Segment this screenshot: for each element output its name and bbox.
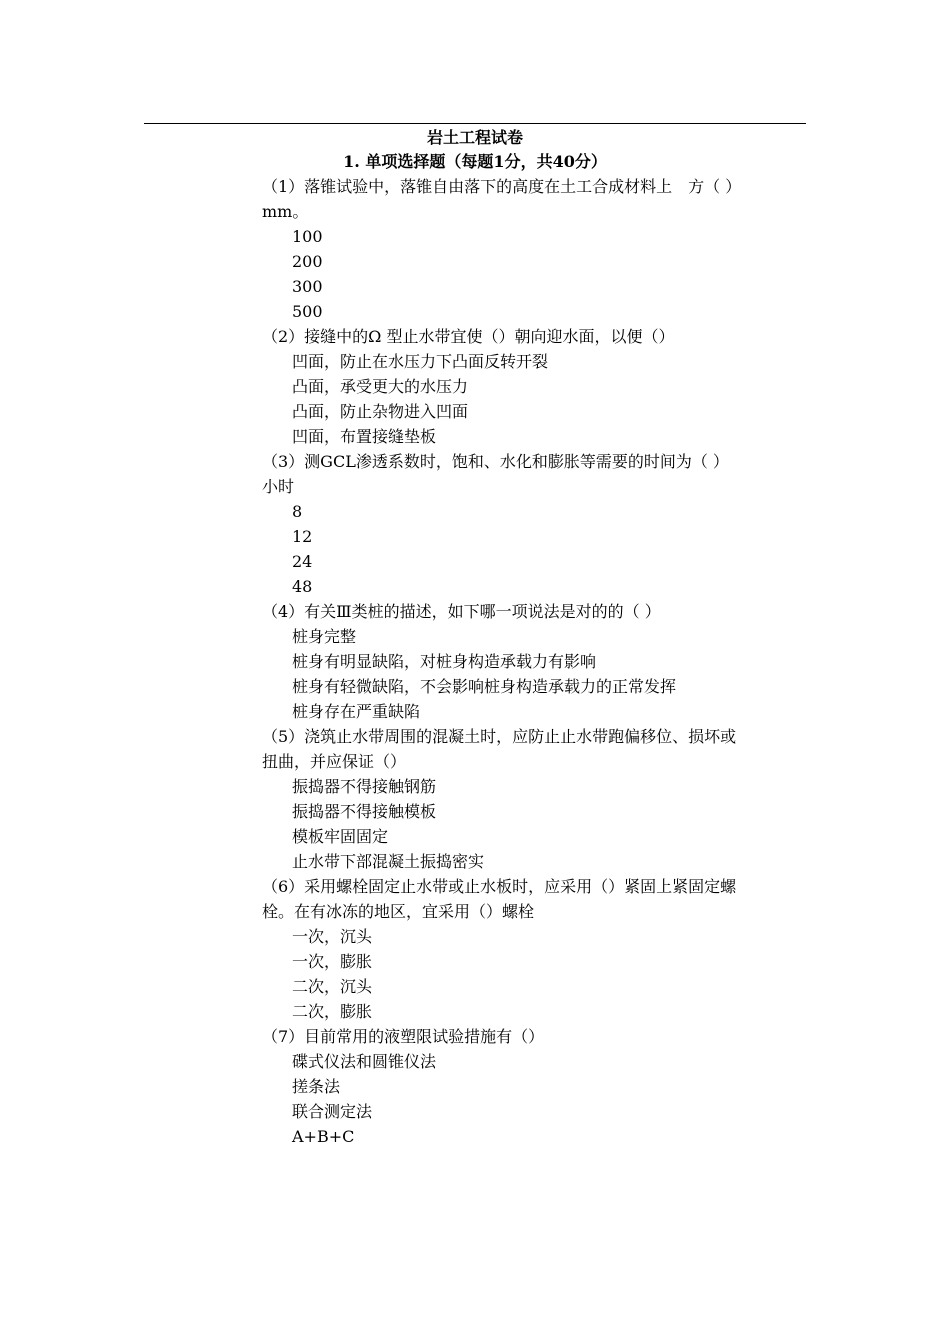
- option-b: 一次，膨胀: [292, 952, 373, 971]
- option-d: 500: [292, 302, 323, 321]
- option-d: 止水带下部混凝土振捣密实: [292, 852, 485, 871]
- question-list: [262, 174, 738, 1149]
- option-a: 100: [292, 227, 323, 246]
- option-a: 凹面，防止在水压力下凸面反转开裂: [292, 352, 549, 371]
- option-c: 桩身有轻微缺陷，不会影响桩身构造承载力的正常发挥: [292, 677, 677, 696]
- question-5: [262, 724, 738, 874]
- question-stem: （1）落锥试验中，落锥自由落下的高度在土工合成材料上 方（ ）mm。: [262, 177, 734, 221]
- question-stem: （7）目前常用的液塑限试验措施有（）: [262, 1027, 545, 1046]
- option-c: 模板牢固固定: [292, 827, 389, 846]
- option-b: 振捣器不得接触模板: [292, 802, 437, 821]
- option-a: 8: [292, 502, 303, 521]
- option-b: 200: [292, 252, 323, 271]
- question-stem: （5）浇筑止水带周围的混凝土时，应防止止水带跑偏移位、损坏或扭曲，并应保证（）: [262, 727, 737, 771]
- option-b: 凸面，承受更大的水压力: [292, 377, 469, 396]
- option-c: 300: [292, 277, 323, 296]
- section-heading: 1. 单项选择题（每题1分，共40分）: [343, 152, 607, 171]
- option-b: 搓条法: [292, 1077, 341, 1096]
- option-d: A+B+C: [292, 1127, 355, 1146]
- question-3: [262, 449, 738, 599]
- question-stem: （6）采用螺栓固定止水带或止水板时，应采用（）紧固上紧固定螺栓。在有冰冻的地区，宜采用（）螺栓: [262, 877, 737, 921]
- top-rule: [144, 123, 806, 124]
- question-4: [262, 599, 738, 724]
- option-a: 振捣器不得接触钢筋: [292, 777, 437, 796]
- option-c: 24: [292, 552, 313, 571]
- question-stem: （2）接缝中的Ω 型止水带宜使（）朝向迎水面，以便（）: [262, 327, 675, 346]
- option-b: 12: [292, 527, 313, 546]
- question-1: [262, 174, 738, 324]
- option-d: 凹面，布置接缝垫板: [292, 427, 437, 446]
- option-d: 桩身存在严重缺陷: [292, 702, 421, 721]
- option-d: 48: [292, 577, 313, 596]
- question-6: [262, 874, 738, 1024]
- question-stem: （3）测GCL渗透系数时，饱和、水化和膨胀等需要的时间为（ ）小时: [262, 452, 729, 496]
- question-2: [262, 324, 738, 449]
- option-d: 二次，膨胀: [292, 1002, 373, 1021]
- option-b: 桩身有明显缺陷，对桩身构造承载力有影响: [292, 652, 597, 671]
- option-c: 凸面，防止杂物进入凹面: [292, 402, 469, 421]
- option-a: 碟式仪法和圆锥仪法: [292, 1052, 437, 1071]
- option-a: 一次，沉头: [292, 927, 373, 946]
- option-a: 桩身完整: [292, 627, 357, 646]
- question-stem: （4）有关Ⅲ类桩的描述，如下哪一项说法是对的的（ ）: [262, 602, 661, 621]
- question-7: [262, 1024, 738, 1149]
- page-title: 岩土工程试卷: [426, 128, 523, 147]
- option-c: 联合测定法: [292, 1102, 373, 1121]
- option-c: 二次，沉头: [292, 977, 373, 996]
